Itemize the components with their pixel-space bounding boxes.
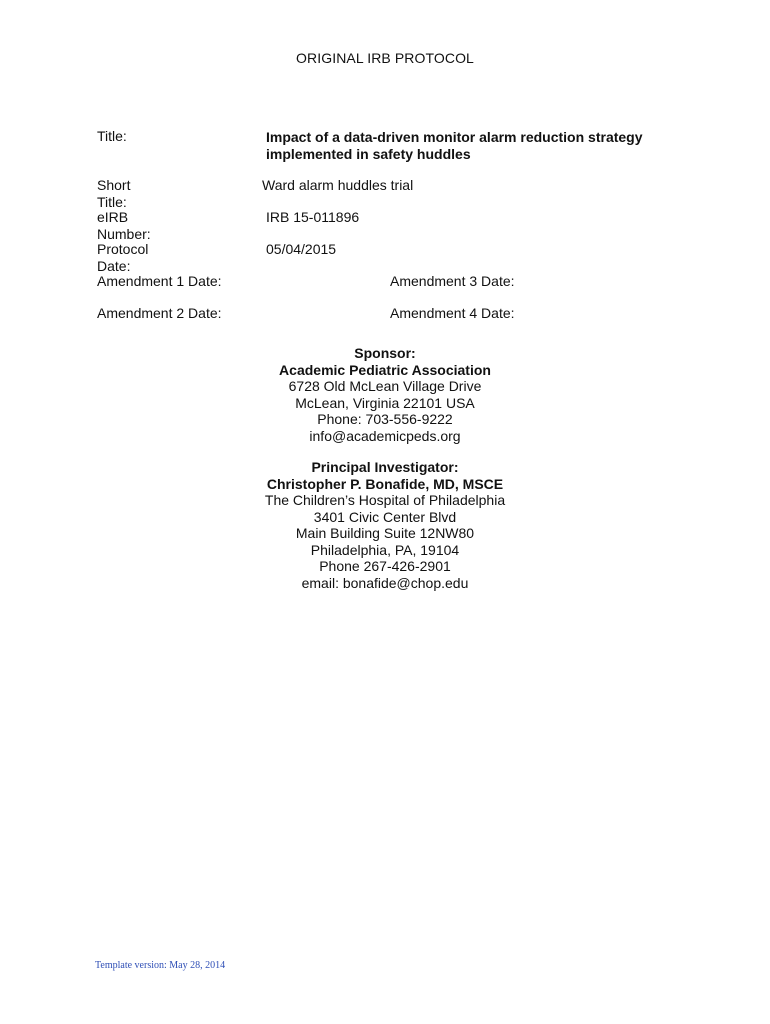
title-value-line1: Impact of a data-driven monitor alarm reduction strategy (266, 129, 643, 145)
sponsor-phone: Phone: 703-556-9222 (317, 411, 453, 427)
investigator-phone: Phone 267-426-2901 (319, 558, 451, 574)
investigator-address-line2: Main Building Suite 12NW80 (295, 525, 475, 541)
sponsor-name: Academic Pediatric Association (279, 361, 491, 378)
template-version-footer: Template version: May 28, 2014 (95, 960, 226, 971)
sponsor-block (0, 345, 770, 444)
investigator-block (0, 459, 770, 591)
investigator-address-line3: Philadelphia, PA, 19104 (310, 541, 460, 558)
investigator-email: email: bonafide@chop.edu (301, 574, 469, 591)
short-title-label: Short Title: (97, 177, 131, 210)
title-label: Title: (97, 128, 127, 144)
protocol-date-value: 05/04/2015 (266, 241, 337, 257)
investigator-institution: The Children’s Hospital of Philadelphia (264, 492, 506, 508)
page-title: ORIGINAL IRB PROTOCOL (296, 50, 474, 66)
title-value-line2: implemented in safety huddles (266, 146, 471, 162)
sponsor-email: info@academicpeds.org (309, 427, 461, 444)
sponsor-heading: Sponsor: (354, 345, 416, 361)
short-title-value: Ward alarm huddles trial (262, 177, 414, 193)
amendment1-label: Amendment 1 Date: (97, 273, 222, 289)
investigator-heading: Principal Investigator: (311, 459, 459, 475)
sponsor-address-line1: 6728 Old McLean Village Drive (288, 378, 482, 394)
eirb-value: IRB 15-011896 (266, 209, 360, 225)
investigator-address-line1: 3401 Civic Center Blvd (313, 508, 457, 525)
title-value (266, 129, 643, 163)
amendment2-label: Amendment 2 Date: (97, 305, 222, 321)
investigator-name: Christopher P. Bonafide, MD, MSCE (266, 475, 504, 492)
sponsor-address-line2: McLean, Virginia 22101 USA (295, 394, 475, 411)
amendment3-label: Amendment 3 Date: (390, 273, 515, 289)
protocol-date-label: Protocol Date: (97, 241, 149, 274)
amendment4-label: Amendment 4 Date: (390, 305, 515, 321)
eirb-label: eIRB Number: (97, 209, 151, 242)
